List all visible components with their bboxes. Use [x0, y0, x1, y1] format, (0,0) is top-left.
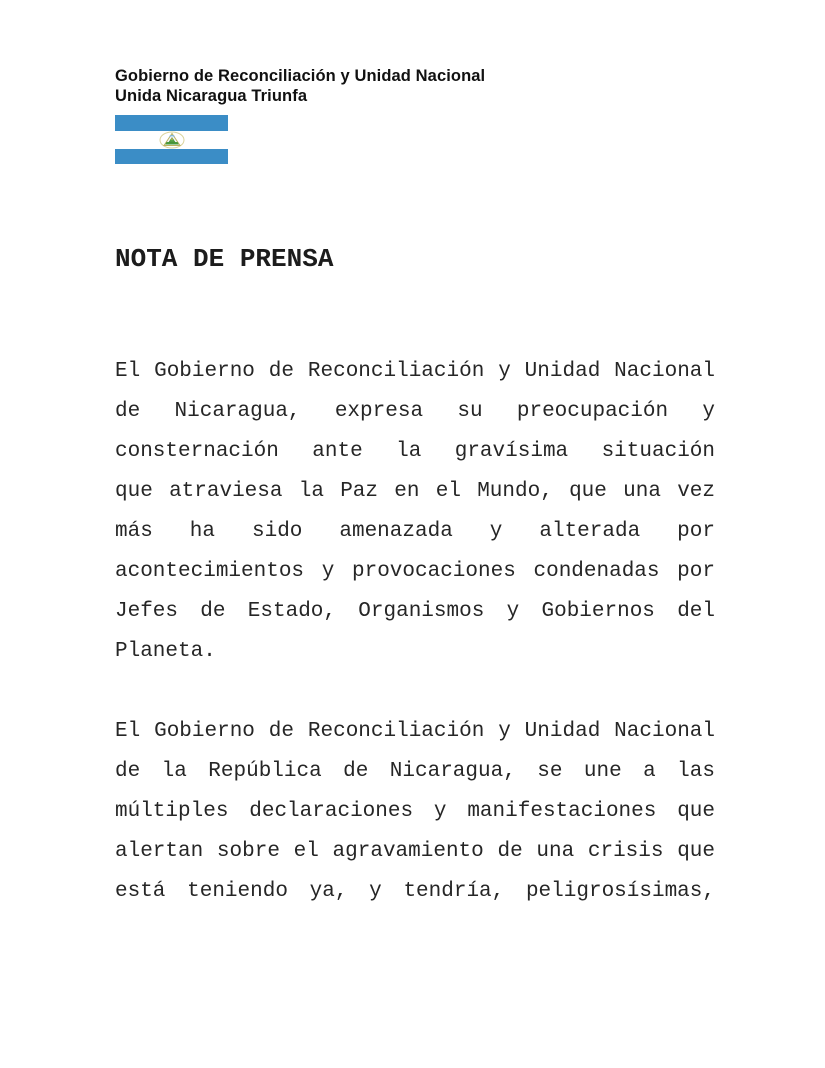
nicaragua-coat-of-arms-icon — [159, 131, 185, 149]
flag-top-stripe — [115, 115, 228, 131]
text-line: El Gobierno de Reconciliación y Unidad Nacional — [115, 720, 715, 743]
paragraph — [115, 712, 715, 912]
letterhead — [115, 66, 485, 106]
text-line: acontecimientos y provocaciones condenadas por — [115, 560, 715, 583]
flag-middle-stripe — [115, 131, 228, 149]
text-line: múltiples declaraciones y manifestaciones que — [115, 800, 715, 823]
paragraph — [115, 352, 715, 672]
press-release-body — [115, 352, 715, 912]
text-line: consternación ante la gravísima situación — [115, 440, 715, 463]
text-line: Planeta. — [115, 640, 216, 663]
letterhead-line-2: Unida Nicaragua Triunfa — [115, 87, 308, 105]
text-line: El Gobierno de Reconciliación y Unidad Nacional — [115, 360, 715, 383]
document-title: NOTA DE PRENSA — [115, 244, 334, 274]
text-line: que atraviesa la Paz en el Mundo, que una vez — [115, 480, 715, 503]
flag-bottom-stripe — [115, 149, 228, 165]
text-line: Jefes de Estado, Organismos y Gobiernos del — [115, 600, 715, 623]
text-line: alertan sobre el agravamiento de una crisis que — [115, 840, 715, 863]
text-line: de Nicaragua, expresa su preocupación y — [115, 400, 715, 423]
text-line: de la República de Nicaragua, se une a las — [115, 760, 715, 783]
nicaragua-flag — [115, 115, 228, 164]
text-line: está teniendo ya, y tendría, peligrosísimas, — [115, 880, 715, 903]
text-line: más ha sido amenazada y alterada por — [115, 520, 715, 543]
letterhead-line-1: Gobierno de Reconciliación y Unidad Nacional — [115, 67, 486, 85]
